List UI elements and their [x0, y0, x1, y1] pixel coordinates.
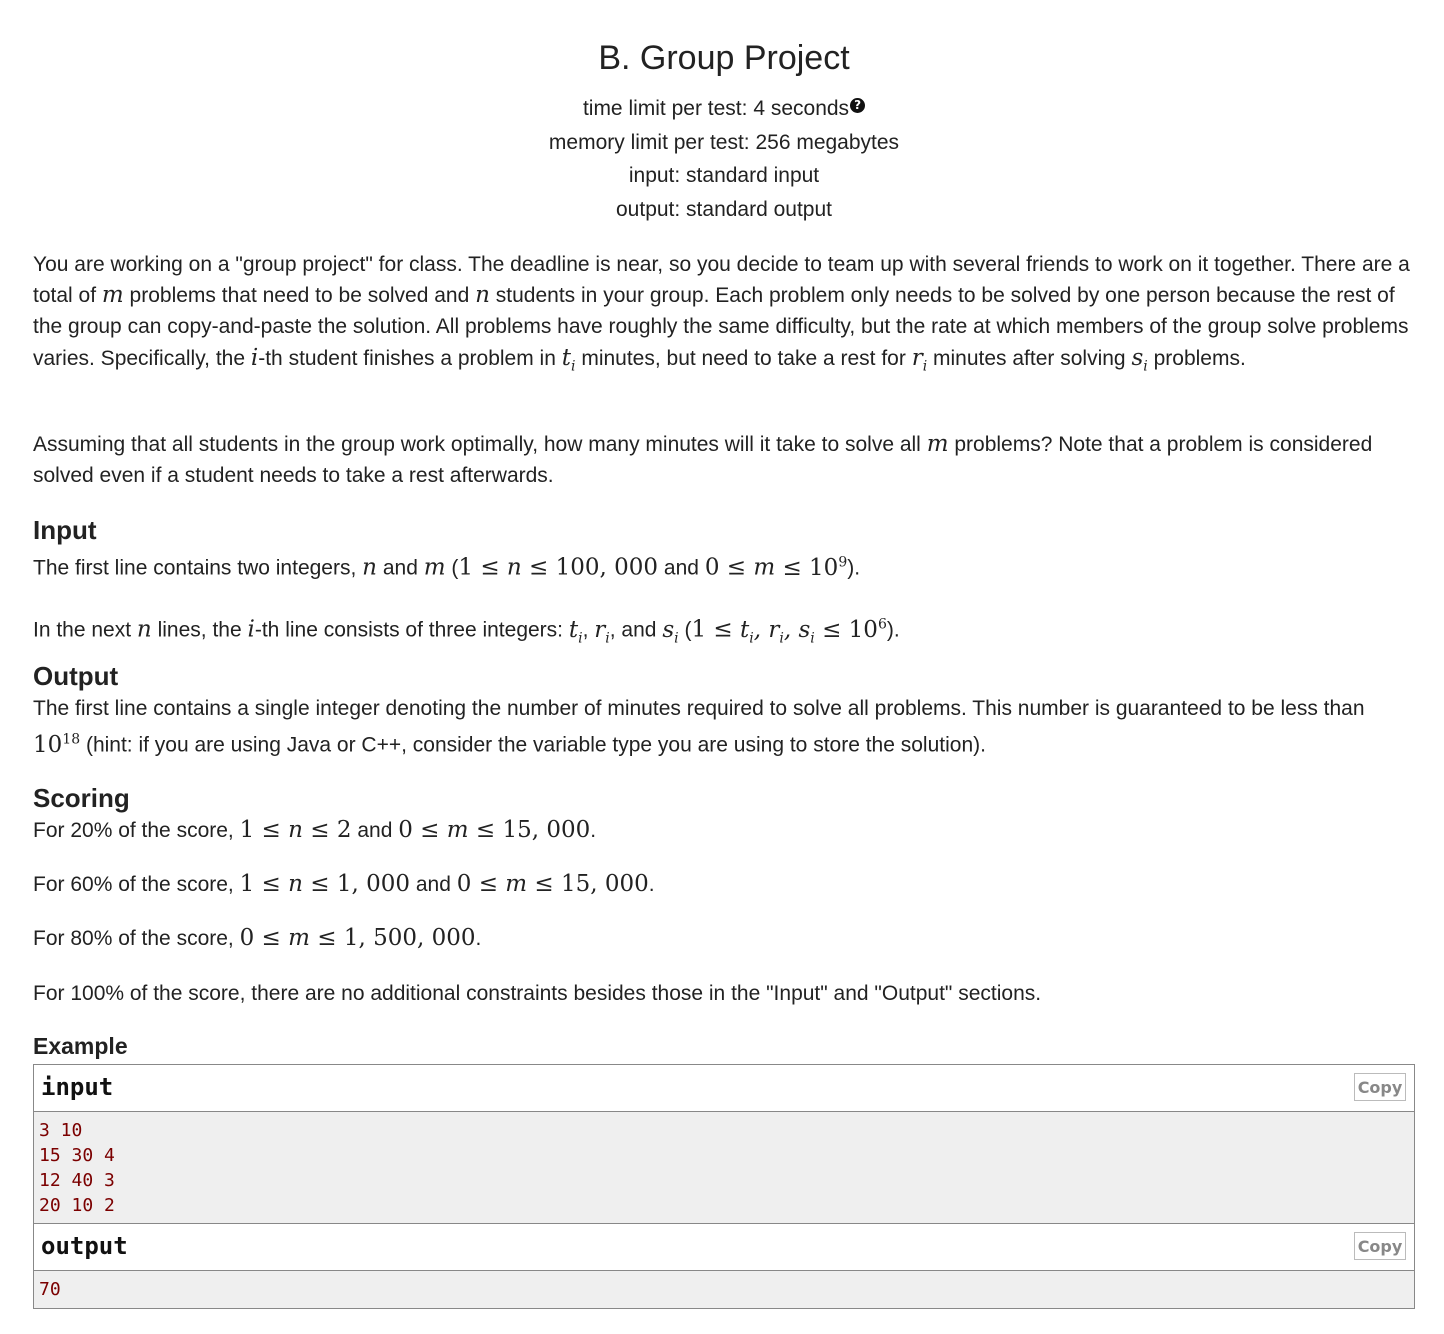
output-file: output: standard output: [616, 197, 832, 221]
example-title: Example: [33, 1033, 128, 1059]
example-input-content: 3 10 15 30 4 12 40 3 20 10 2: [34, 1112, 1414, 1224]
problem-title: B. Group Project: [598, 39, 850, 77]
statement-paragraph-1: You are working on a "group project" for class. The deadline is near, so you decide to team up with several friends to work on it together. There are a total of m problems that need to be solved and n students in your group. Each problem only needs to be solved by one person because the rest of the group can copy-and-paste the solution. All problems have roughly the same difficulty, but the rate at which members of the group solve problems varies. Specifically, the i-th student finishes a problem in $t_i$ minutes, but need to take a rest for $r_i$ minutes after solving $s_i$ problems.: [33, 253, 1410, 375]
time-limit-value: 4 seconds: [753, 97, 850, 120]
example-input-box: [33, 1064, 1415, 1225]
scoring-section: [33, 783, 1415, 1009]
statement-p2-wrap: [33, 429, 1415, 491]
input-title: Input: [33, 515, 97, 545]
output-section: [33, 661, 1415, 761]
input-line-2: In the next n lines, the i-th line consists of three integers: $t_i$, $r_i$, and $s_i$ ($1 \le t_i$, $r_i$, $s_i \le 10^6$).: [33, 615, 900, 647]
output-title: Output: [33, 661, 119, 691]
problem-statement: [33, 0, 1415, 1300]
example-output-header: [34, 1224, 1414, 1271]
copy-output-button[interactable]: Copy: [1354, 1232, 1406, 1260]
input-line-1: The first line contains two integers, n and m (1 ≤ n ≤ 100, 000 and $0 \le m \le 10^9$).: [33, 554, 861, 581]
time-limit-label: time limit per test:: [582, 97, 748, 120]
scoring-line-1: For 20% of the score, 1 ≤ n ≤ 2 and 0 ≤ m ≤ 15, 000.: [33, 817, 597, 843]
memory-limit: memory limit per test: 256 megabytes: [548, 130, 900, 154]
problem-header: [33, 0, 1415, 226]
limits: [33, 92, 1415, 226]
example-output-label: output: [41, 1232, 128, 1260]
input-section: [33, 515, 1415, 654]
output-text: The first line contains a single integer denoting the number of minutes required to solve all problems. This number is guaranteed to be less than $10^{18}$ (hint: if you are using Java or C++, consider the variable type you are using to store the solution).: [33, 697, 1365, 758]
scoring-line-3: For 80% of the score, 0 ≤ m ≤ 1, 500, 000.: [33, 925, 482, 952]
example-input-header: [34, 1065, 1414, 1112]
input-file: input: standard input: [628, 164, 820, 187]
scoring-line-4: For 100% of the score, there are no additional constraints besides those in the "Input" and "Output" sections.: [33, 981, 1042, 1005]
example-section: [33, 1032, 1415, 1060]
question-circle-icon[interactable]: ?: [850, 98, 865, 113]
example-output-box: [33, 1223, 1415, 1309]
time-limit: [33, 92, 1415, 126]
example-output-content: 70: [34, 1271, 1414, 1308]
example-input-label: input: [41, 1073, 114, 1101]
copy-input-button[interactable]: Copy: [1354, 1073, 1406, 1101]
statement-paragraph-2: Assuming that all students in the group work optimally, how many minutes will it take to solve all m problems? Note that a problem is considered solved even if a student needs to take a rest afterwards.: [33, 431, 1373, 488]
legend: [33, 249, 1415, 382]
scoring-line-2: For 60% of the score, 1 ≤ n ≤ 1, 000 and 0 ≤ m ≤ 15, 000.: [33, 871, 655, 898]
scoring-title: Scoring: [33, 783, 130, 813]
